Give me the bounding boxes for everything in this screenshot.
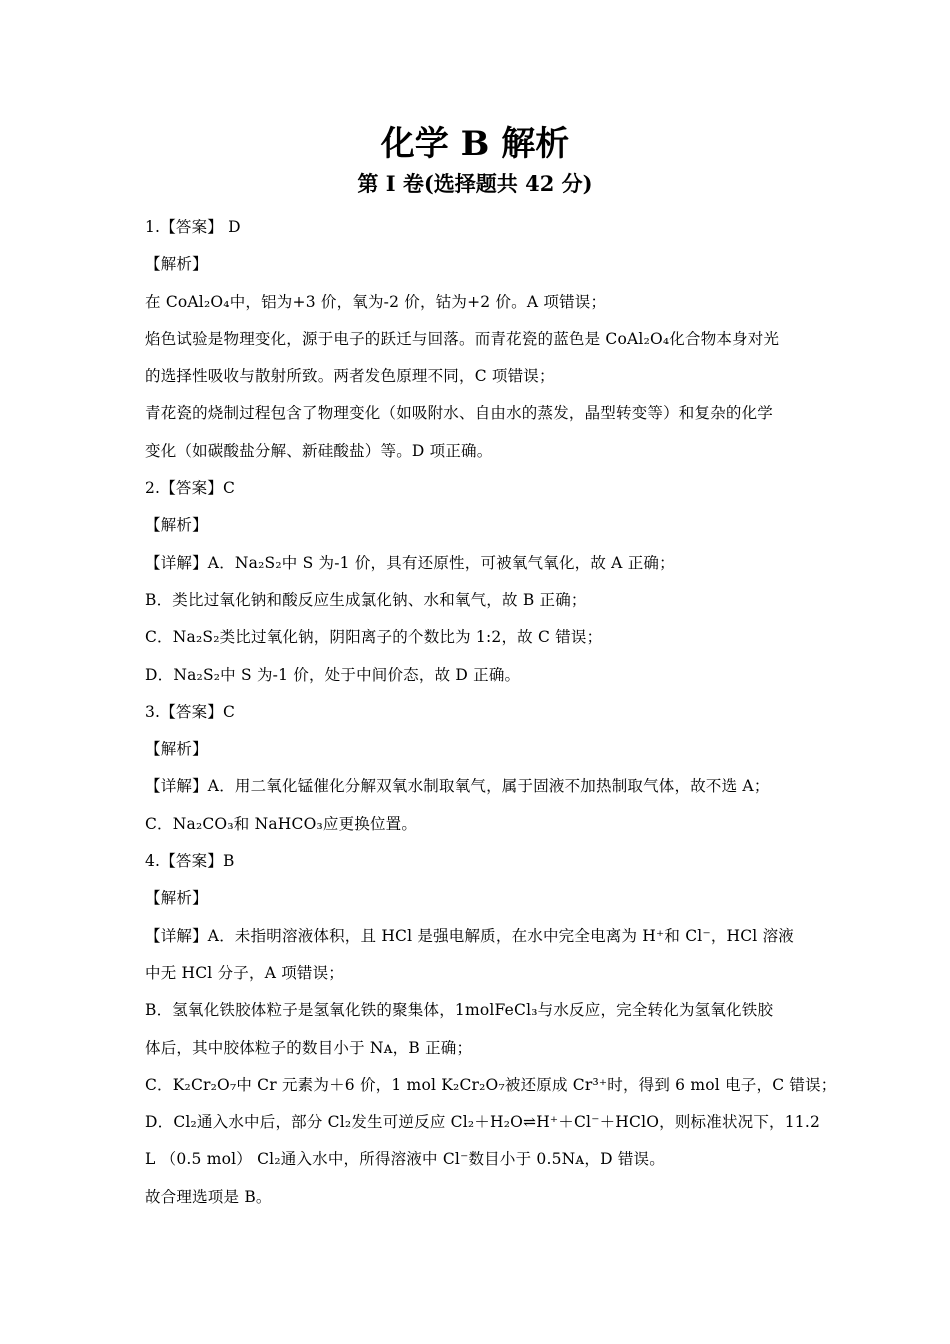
text-line: 中无 HCl 分子，A 项错误； xyxy=(145,963,345,982)
text-line: D．Na₂S₂中 S 为-1 价，处于中间价态，故 D 正确。 xyxy=(145,665,521,684)
text-line: 【解析】 xyxy=(145,516,208,535)
text-line: 【解析】 xyxy=(145,889,208,908)
text-line: 【详解】A．未指明溶液体积，且 HCl 是强电解质，在水中完全电离为 H⁺和 Cl⁻，HCl 溶液 xyxy=(145,926,794,945)
text-line: 2.【答案】C xyxy=(145,479,236,498)
text-line: B．氢氧化铁胶体粒子是氢氧化铁的聚集体，1molFeCl₃与水反应，完全转化为氢氧化铁胶 xyxy=(145,1001,774,1020)
text-line: 1.【答案】 D xyxy=(145,218,241,236)
text-line: D．Cl₂通入水中后，部分 Cl₂发生可逆反应 Cl₂＋H₂O⇌H⁺＋Cl⁻＋HClO，则标准状况下，11.2 xyxy=(145,1113,821,1132)
text-line: L （0.5 mol） Cl₂通入水中，所得溶液中 Cl⁻数目小于 0.5Nᴀ，D 错误。 xyxy=(145,1150,665,1169)
text-line: 青花瓷的烧制过程包含了物理变化（如吸附水、自由水的蒸发，晶型转变等）和复杂的化学 xyxy=(145,404,774,423)
text-line: 3.【答案】C xyxy=(145,702,236,721)
text-line: 体后，其中胶体粒子的数目小于 Nᴀ，B 正确； xyxy=(145,1038,473,1057)
text-line: 【解析】 xyxy=(145,255,208,274)
text-line: 【解析】 xyxy=(145,740,208,759)
text-line: C．Na₂S₂类比过氧化钠，阴阳离子的个数比为 1:2，故 C 错误； xyxy=(145,628,603,647)
answer-body xyxy=(145,214,837,1221)
text-line: C．Na₂CO₃和 NaHCO₃应更换位置。 xyxy=(145,814,418,833)
section-subtitle: 第 I 卷(选择题共 42 分) xyxy=(357,171,593,196)
document-title: 化学 B 解析 xyxy=(380,124,570,164)
text-line: 【详解】A．Na₂S₂中 S 为-1 价，具有还原性，可被氧气氧化，故 A 正确； xyxy=(145,553,675,572)
text-line: 变化（如碳酸盐分解、新硅酸盐）等。D 项正确。 xyxy=(145,441,493,460)
text-line: 在 CoAl₂O₄中，铝为+3 价，氧为-2 价，钴为+2 价。A 项错误； xyxy=(145,292,607,311)
text-line: 故合理选项是 B。 xyxy=(145,1187,272,1206)
text-line: 【详解】A．用二氧化锰催化分解双氧水制取氧气，属于固液不加热制取气体，故不选 A； xyxy=(145,777,770,796)
text-line: 焰色试验是物理变化，源于电子的跃迁与回落。而青花瓷的蓝色是 CoAl₂O₄化合物本身对光 xyxy=(145,329,780,348)
text-line: C．K₂Cr₂O₇中 Cr 元素为＋6 价，1 mol K₂Cr₂O₇被还原成 Cr³⁺时，得到 6 mol 电子，C 错误； xyxy=(145,1075,837,1094)
text-line: 4.【答案】B xyxy=(145,852,235,871)
text-line: B．类比过氧化钠和酸反应生成氯化钠、水和氧气，故 B 正确； xyxy=(145,590,587,609)
text-line: 的选择性吸收与散射所致。两者发色原理不同，C 项错误； xyxy=(145,367,555,386)
